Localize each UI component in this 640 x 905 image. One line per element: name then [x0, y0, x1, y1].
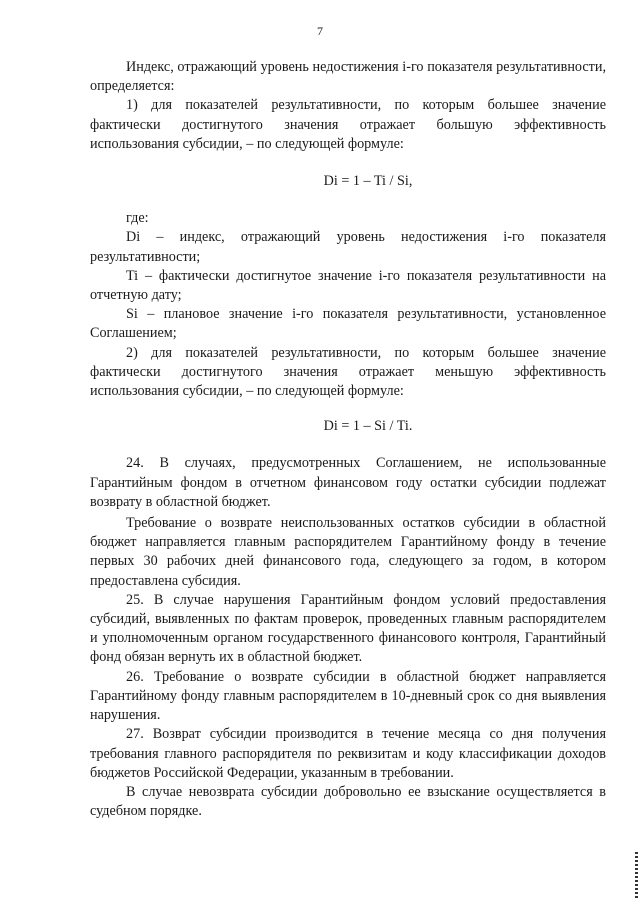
- paragraph-where: где:: [126, 210, 149, 227]
- page-number: 7: [317, 24, 323, 38]
- formula-2: Di = 1 – Si / Ti.: [323, 418, 413, 435]
- definition-t: Ti – фактически достигнутое значение i-го показателя результативности на отчетную дату;: [90, 267, 606, 304]
- paragraph-25: 25. В случае нарушения Гарантийным фондом условий предоставления субсидий, выявленных по фактам проверок, проведенных главным распорядителем и уполномоченным органом государственного финансового контроля, Гарантийный фонд обязан вернуть их в областной бюджет.: [90, 591, 606, 666]
- paragraph-item-2: 2) для показателей результативности, по которым большее значение фактически достигнутого значения отражает меньшую эффективность использования субсидии, – по следующей формуле:: [90, 344, 606, 400]
- scan-edge-mark: [635, 852, 638, 898]
- paragraph-27-enforcement: В случае невозврата субсидии добровольно ее взыскание осуществляется в судебном порядке.: [90, 783, 606, 820]
- definition-s: Si – плановое значение i-го показателя результативности, установленное Соглашением;: [90, 306, 606, 342]
- paragraph-item-1: 1) для показателей результативности, по которым большее значение фактически достигнутого значения отражает большую эффективность использования субсидии, – по следующей формуле:: [90, 97, 606, 152]
- paragraph-intro: Индекс, отражающий уровень недостижения i-го показателя результативности, определяется:: [90, 59, 606, 95]
- paragraph-27: 27. Возврат субсидии производится в течение месяца со дня получения требования главного распорядителя по реквизитам и коду классификации доходов бюджетов Российской Федерации, указанным в требовании.: [90, 726, 606, 781]
- paragraph-24-requirement: Требование о возврате неиспользованных остатков субсидии в областной бюджет направляется главным распорядителем Гарантийному фонду в течение первых 30 рабочих дней финансового года, следующего за годом, в котором предоставлена субсидия.: [90, 515, 606, 589]
- definition-d: Di – индекс, отражающий уровень недостижения i-го показателя результативности;: [90, 229, 606, 265]
- paragraph-26: 26. Требование о возврате субсидии в областной бюджет направляется Гарантийному фонду главным распорядителем в 10-дневный срок со дня выявления нарушения.: [90, 668, 606, 724]
- formula-1: Di = 1 – Ti / Si,: [323, 173, 413, 190]
- paragraph-24: 24. В случаях, предусмотренных Соглашением, не использованные Гарантийным фондом в отчетном финансовом году остатки субсидии подлежат возврату в областной бюджет.: [90, 455, 606, 510]
- document-body: [90, 58, 606, 821]
